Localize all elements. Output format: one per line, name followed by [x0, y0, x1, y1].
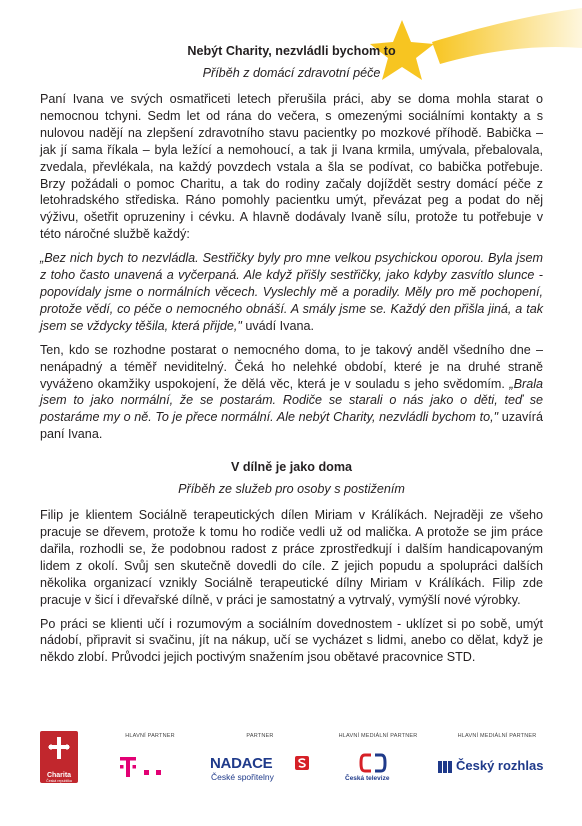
section1-subtitle: Příběh z domácí zdravotní péče [202, 66, 381, 80]
label-main-partner: HLAVNÍ PARTNER [125, 733, 175, 739]
quote-attribution: uvádí Ivana. [241, 318, 314, 333]
paragraph-3-quote: „Brala jsem to jako normální, že se postarám. Rodiče se starali o nás jako o děti, teď se postaráme my o ně. To je přece normální. Ale nebýt Charity, nezvládli bychom to," [40, 376, 543, 425]
section1-paragraph-3 [40, 342, 543, 443]
partner-logos [40, 731, 550, 791]
label-main-media-partner-2: HLAVNÍ MEDIÁLNÍ PARTNER [457, 733, 537, 739]
section2-subtitle: Příběh ze služeb pro osoby s postižením [178, 482, 405, 497]
charita-logo [40, 731, 78, 783]
ceska-sporitelna-icon [295, 756, 309, 770]
section1-paragraph-2 [40, 250, 543, 335]
ceska-televize-name: Česká televize [345, 775, 390, 782]
nadace-subtitle: České spořitelny [211, 772, 274, 782]
section1-paragraph-1: Paní Ivana ve svých osmatřiceti letech přerušila práci, aby se doma mohla starat o nemocnou tchyni. Sedm let od rána do večera, s omezenými sociálními kontakty a s nulovou nadějí na zlepšení zdravotního stavu pacientky po mozkové příhodě. Babička – jak jí sama říkala – byla ležící a nemohoucí, a tak ji Ivana krmila, umývala, přebalovala, zvedala, převlékala, na každý povzdech vstala a šla se podívat, co babička potřebuje. Brzy požádali o pomoc Charitu, a tak do rodiny začaly dojíždět sestry domácí péče z letohradského střediska. Ráno pomohly pacientku umýt, převázat peg a podat do něj výživu, ošetřit opruzeniny i cévku. A hlavně dodávaly Ivaně sílu, protože tu potřebuje v této náročné službě každý: [40, 92, 543, 242]
ceska-televize-icon [358, 753, 388, 773]
cesky-rozhlas-name: Český rozhlas [456, 758, 544, 773]
section2-title: V dílně je jako doma [230, 460, 353, 475]
section1-title: Nebýt Charity, nezvládli bychom to [187, 44, 396, 58]
telekom-logo [120, 757, 180, 779]
paragraph-3-end: uzavírá paní Ivana. [40, 410, 543, 442]
charita-subtitle: Česká republika [46, 779, 72, 783]
nadace-name: NADACE [210, 755, 273, 772]
section2 [40, 458, 543, 666]
quote-ivana: „Bez nich bych to nezvládla. Sestřičky byly pro mne velkou psychickou oporou. Byla jsem z toho často unavená a vyčerpaná. Ale když přišly sestřičky, jako kdyby zasvítlo slunce - popovídaly jsme o normálních věcech. Vyslechly mě a poradily. Měly pro mě pochopení, protože vědí, co péče o nemocného obnáší. A smály jsme se. Každý den přišla jiná, a tak jsem se vždycky těšila, která přijde," [40, 251, 543, 333]
label-partner: PARTNER [246, 733, 274, 739]
label-main-media-partner-1: HLAVNÍ MEDIÁLNÍ PARTNER [338, 733, 418, 739]
paragraph-3-start: Ten, kdo se rozhodne postarat o nemocného doma, to je takový anděl všedního dne – nenápadný a téměř neviditelný. Čeká ho nelehké období, které je na druhé straně vyváženo okamžiky uspokojení, že dělá věc, která je v souladu s jeho svědomím. [40, 342, 543, 391]
article [40, 42, 543, 673]
section2-paragraph-1: Filip je klientem Sociálně terapeutických dílen Miriam v Králíkách. Nejraději ze všeho pracuje se dřevem, protože k tomu ho rodiče vedli už od malička. A protože se jim práce dařila, rozhodli se, že podobnou radost z práce zprostředkují i dalším handicapovaným lidem z okolí. Svůj sen skutečně dovedli do cíle. Z jejich popudu a spolupráci dalších několika organizací vznikly Sociálně terapeutické dílny Miriam v Králíkách. Filip zde pracuje v šicí i dřevařské dílně, v práci je samostatný a vytrvalý, vymýšlí nové výrobky. [40, 508, 543, 607]
section2-paragraph-2: Po práci se klienti učí i rozumovým a sociálním dovednostem - uklízet si po sobě, umýt nádobí, připravit si svačinu, jít na nákup, učí se vycházet s lidmi, anebo co dělat, když je někdo zlobí. Průvodci jejich poctivým snažením jsou obětavé pracovnice STD. [40, 616, 543, 665]
cesky-rozhlas-icon [438, 760, 452, 774]
charita-name: Charita [46, 772, 72, 779]
